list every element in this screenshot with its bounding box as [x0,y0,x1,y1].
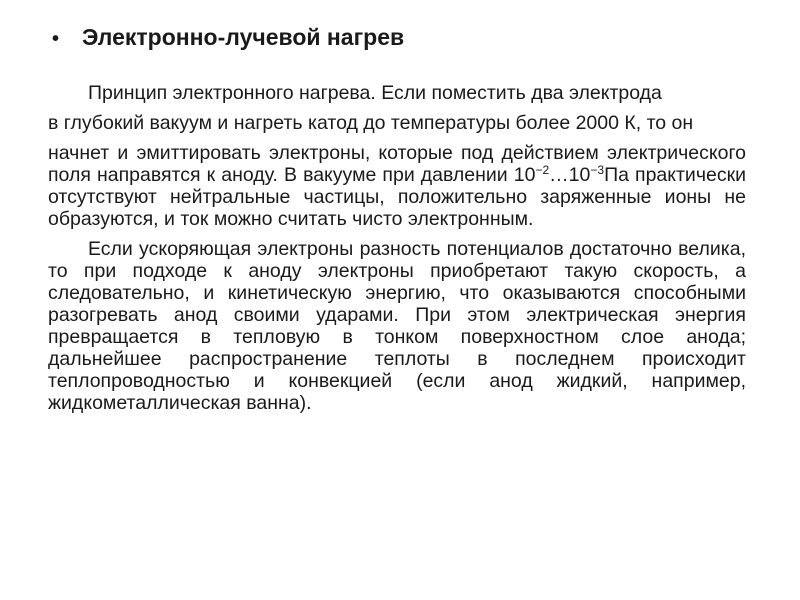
paragraph-1-line-3-pre: начнет и эмиттировать электроны, которые под действием электрического поля направятся к аноду. В вакууме при давлении 10 [48,142,746,186]
paragraph-2 [48,238,746,414]
exponent-separator: …10 [549,164,591,186]
heading-text: Электронно-лучевой нагрев [82,24,405,50]
paragraph-1-line-2-text: в глубокий вакуум и нагреть катод до температуры более 2000 К, то он [48,112,694,134]
exponent-1: −2 [535,163,550,177]
exponent-2: −3 [590,163,605,177]
paragraph-1-line-3-post: Па практически отсутствуют нейтральные частицы, положительно заряженные ионы не образуются, и ток можно считать чисто электронным. [48,164,747,230]
body-text [48,82,746,422]
paragraph-1-line-2 [48,112,746,134]
paragraph-1-line-3 [48,142,746,230]
paragraph-2-text: Если ускоряющая электроны разность потенциалов достаточно велика, то при подходе к аноду электроны приобретают такую скорость, а следовательно, и кинетическую энергию, что оказываются способными разогревать анод своими ударами. При этом электрическая энергия превращается в тепловую в тонком поверхностном слое анода; дальнейшее распространение теплоты в последнем происходит теплопроводностью и конвекцией (если анод жидкий, например, жидкометаллическая ванна). [48,238,746,414]
bullet-icon: • [52,28,60,50]
slide-heading [52,22,404,54]
paragraph-1-line-1 [48,82,746,104]
paragraph-1-line-1-text: Принцип электронного нагрева. Если поместить два электрода [88,82,662,104]
